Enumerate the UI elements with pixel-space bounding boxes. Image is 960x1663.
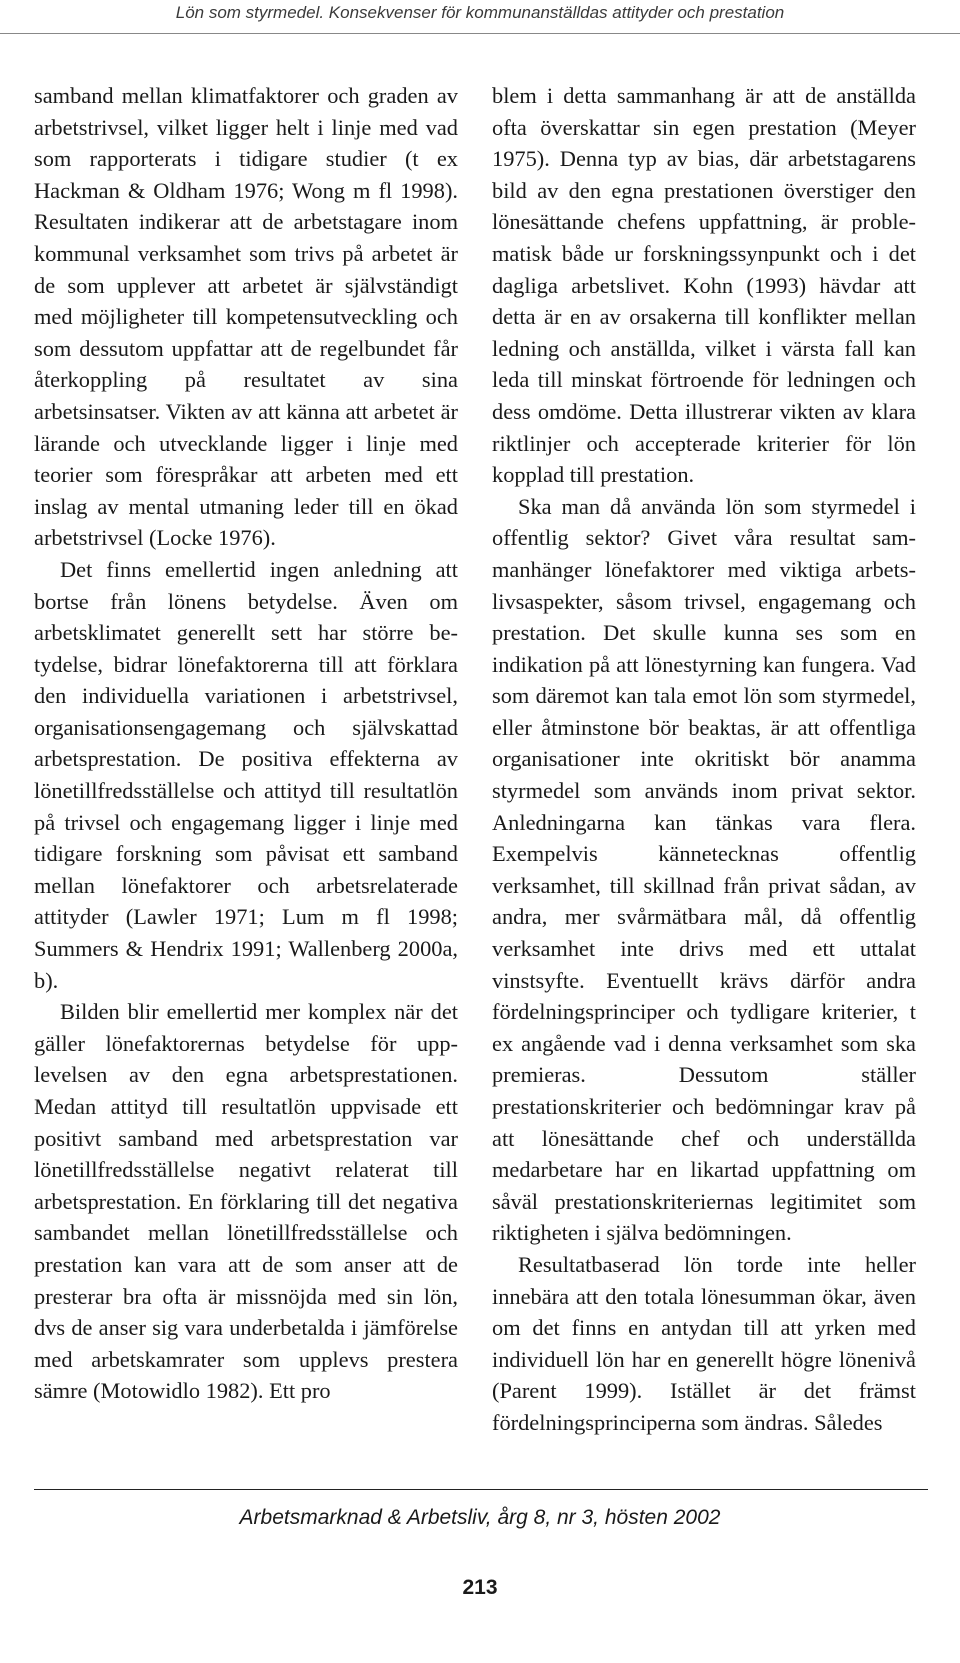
journal-citation: Arbetsmarknad & Arbetsliv, årg 8, nr 3, hösten 2002 <box>239 1506 721 1529</box>
page-number: 213 <box>462 1576 498 1599</box>
right-column <box>492 80 916 1439</box>
left-column <box>34 80 458 1407</box>
paragraph: Det finns emellertid ingen anledning att bortse från lönens betydelse. Även om arbetsklimatet generellt sett har större betydelse, bidrar lönefaktorerna till att förklara den individuella variationen i arbetstrivsel, organisationsengagemang och självskattad arbetsprestation. De positiva effekterna av lönetillfredsställelse och attityd till resultatlön på trivsel och engagemang ligger i linje med tidigare forskning som påvisat ett samband mellan lönefaktorer och arbetsrelaterade attityder (Lawler 1971; Lum m fl 1998; Summers & Hendrix 1991; Wallenberg 2000a, b). <box>34 556 458 993</box>
paragraph: blem i detta sammanhang är att de anställda ofta överskattar sin egen prestation (Meyer 1975). Denna typ av bias, där arbetstagarens bild av den egna prestationen överstiger den lönesättande chefens uppfattning, är problematisk både ur forskningssynpunkt och i det dagliga arbetslivet. Kohn (1993) hävdar att detta är en av orsakerna till konflikter mellan ledning och anställda, vilket i värsta fall kan leda till minskat förtroende för ledningen och dess omdöme. Detta illustrerar vikten av klara riktlinjer och accepterade kriterier för lön kopplad till prestation. <box>492 83 916 488</box>
paragraph: Bilden blir emellertid mer komplex när det gäller lönefaktorernas betydelse för upplevelsen av den egna arbetsprestationen. Medan attityd till resultatlön uppvisade ett positivt samband med arbetsprestation var lönetillfredsställelse negativt relaterat till arbetsprestation. En förklaring till det negativa sambandet mellan lönetillfredsställelse och prestation kan vara att de som anser att de presterar bra ofta är missnöjda med sin lön, dvs de anser sig vara underbetalda i jämförelse med arbetskamrater som upplevs prestera sämre (Motowidlo 1982). Ett pro <box>34 999 458 1404</box>
running-header: Lön som styrmedel. Konsekvenser för kommunanställdas attityder och prestation <box>175 3 785 22</box>
paragraph: Resultatbaserad lön torde inte heller innebära att den totala lönesumman ökar, även om det finns en antydan till att yrken med individuell lön har en generellt högre lönenivå (Parent 1999). Istället är det främst fördelningsprinciperna som ändras. Således <box>492 1251 916 1435</box>
paragraph: samband mellan klimatfaktorer och graden av arbetstrivsel, vilket ligger helt i linje med vad som rapporterats i tidigare studier (t ex Hackman & Oldham 1976; Wong m fl 1998). Resultaten indikerar att de arbetstagare inom kommunal verksamhet som trivs på arbetet är de som upplever att arbetet är självständigt med möjligheter till kompetensutveckling och som dessutom uppfattar att de regelbundet får återkoppling på resultatet av sina arbetsinsatser. Vikten av att känna att arbetet är lärande och utvecklande ligger i linje med teorier som förespråkar att arbeten med ett inslag av mental utmaning leder till en ökad arbetstrivsel (Locke 1976). <box>34 83 458 551</box>
footer-divider <box>34 1489 928 1490</box>
header-divider <box>0 33 960 34</box>
paragraph: Ska man då använda lön som styrmedel i offentlig sektor? Givet våra resultat sammanhänger lönefaktorer med viktiga arbetslivsaspekter, såsom trivsel, engagemang och prestation. Det skulle kunna ses som en indikation på att lönestyrning kan fungera. Vad som däremot kan tala emot lön som styrmedel, eller åtminstone bör beaktas, är att offentliga organisationer inte okritiskt bör anamma styrmedel som används inom privat sektor. Anledningarna kan tänkas vara flera. Exempelvis kännetecknas offentlig verksamhet, till skillnad från privat sådan, av andra, mer svårmätbara mål, då offentlig verksamhet inte drivs med ett uttalat vinstsyfte. Eventuellt krävs därför andra fördelningsprinciper och tydligare kriterier, t ex angående vad i denna verksamhet som ska premieras. Dessutom ställer prestationskriterier och bedömningar krav på att lönesättande chef och underställda medarbetare har en likartad uppfattning om såväl prestationskriteriernas legitimitet som riktigheten i själva bedömningen. <box>492 493 916 1246</box>
